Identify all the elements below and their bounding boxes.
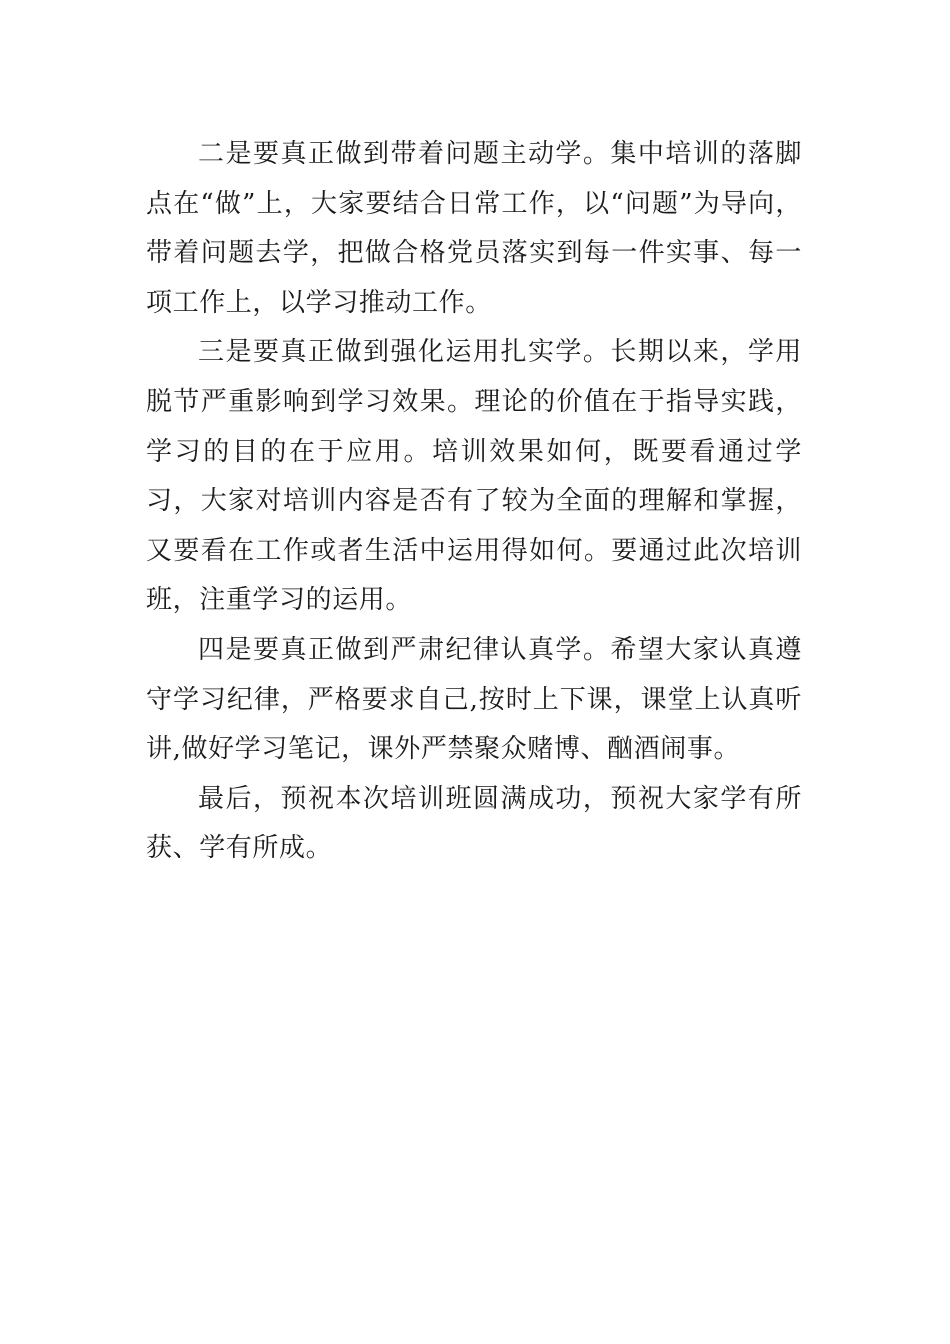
paragraph-practical-application: 三是要真正做到强化运用扎实学。长期以来，学用脱节严重影响到学习效果。理论的价值在于指导实践，学习的目的在于应用。培训效果如何，既要看通过学习，大家对培训内容是否有了较为全面的理解和掌握，又要看在工作或者生活中运用得如何。要通过此次培训班，注重学习的运用。 bbox=[146, 337, 802, 616]
paragraph-closing-wishes: 最后，预祝本次培训班圆满成功，预祝大家学有所获、学有所成。 bbox=[146, 783, 802, 864]
paragraph-discipline: 四是要真正做到严肃纪律认真学。希望大家认真遵守学习纪律，严格要求自己,按时上下课，课堂上认真听讲,做好学习笔记，课外严禁聚众赌博、酗酒闹事。 bbox=[146, 634, 802, 765]
document-body bbox=[146, 130, 802, 874]
paragraph-problem-oriented-learning: 二是要真正做到带着问题主动学。集中培训的落脚点在“做”上，大家要结合日常工作，以“问题”为导向，带着问题去学，把做合格党员落实到每一件实事、每一项工作上，以学习推动工作。 bbox=[146, 139, 802, 318]
